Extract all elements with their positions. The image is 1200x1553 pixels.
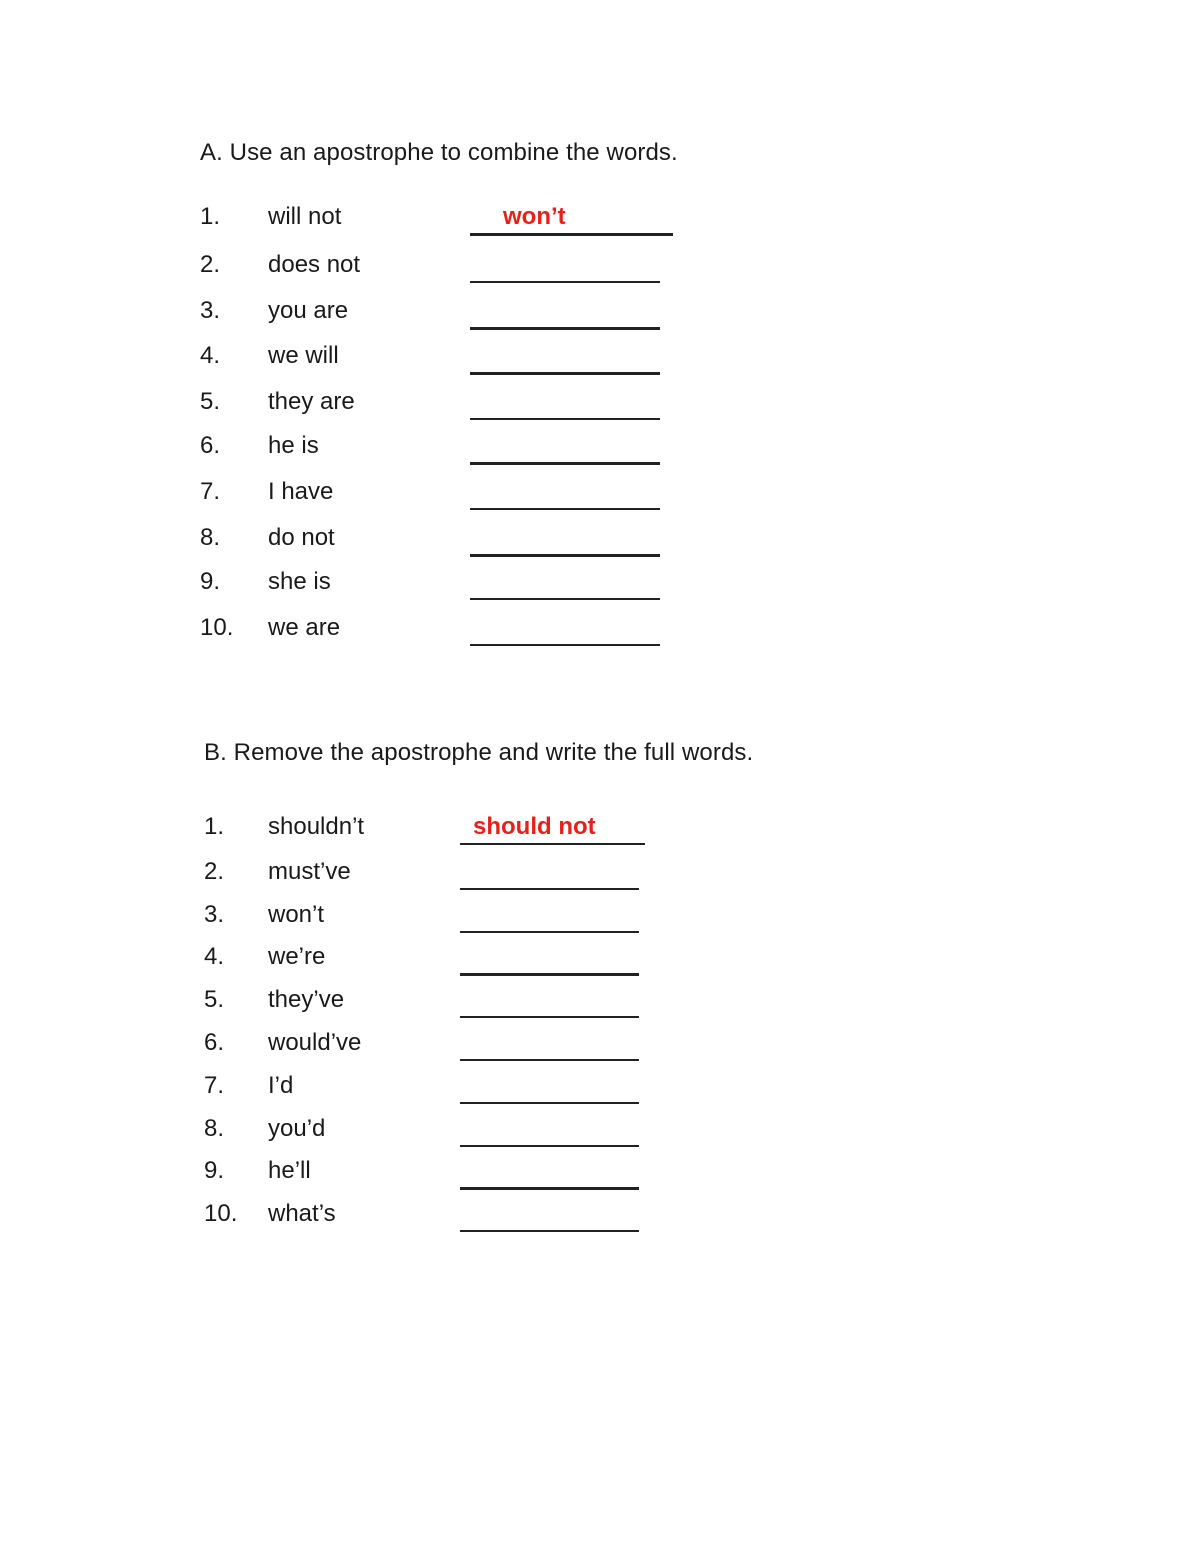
item-contraction: we’re [268,943,326,970]
item-number: 8. [200,524,221,551]
answer-blank[interactable] [460,988,639,1018]
item-number: 3. [204,901,225,928]
list-item [0,203,1200,243]
answer-blank[interactable] [460,1202,639,1232]
item-words: they are [268,388,355,415]
item-contraction: won’t [268,901,325,928]
list-item [0,342,1200,382]
item-contraction: you’d [268,1115,326,1142]
item-number: 7. [204,1072,225,1099]
item-number: 6. [204,1029,225,1056]
example-answer: won’t [503,203,566,230]
item-words: he is [268,432,319,459]
item-contraction: must’ve [268,858,351,885]
item-contraction: would’ve [268,1029,362,1056]
answer-blank[interactable] [470,570,660,600]
answer-blank[interactable] [470,526,660,557]
list-item [0,478,1200,518]
item-contraction: I’d [268,1072,294,1099]
answer-blank[interactable] [460,860,639,890]
item-contraction: he’ll [268,1157,311,1184]
answer-blank[interactable] [470,616,660,646]
answer-blank[interactable] [460,1117,639,1147]
section-a-heading: A. Use an apostrophe to combine the words. [200,139,678,166]
item-words: do not [268,524,335,551]
answer-blank[interactable] [470,390,660,420]
list-item [0,986,1200,1026]
item-words: will not [268,203,342,230]
item-contraction: what’s [268,1200,336,1227]
list-item [0,943,1200,983]
answer-blank[interactable] [460,903,639,933]
item-words: we will [268,342,339,369]
list-item [0,1072,1200,1112]
answer-blank[interactable] [470,344,660,375]
item-number: 9. [204,1157,225,1184]
item-number: 10. [200,614,234,641]
item-number: 5. [204,986,225,1013]
item-number: 1. [200,203,221,230]
example-answer: should not [473,813,596,840]
answer-blank[interactable] [470,480,660,510]
item-words: I have [268,478,334,505]
answer-blank[interactable] [460,945,639,976]
item-number: 5. [200,388,221,415]
item-number: 8. [204,1115,225,1142]
item-number: 10. [204,1200,238,1227]
list-item [0,1157,1200,1197]
answer-blank[interactable] [460,1159,639,1190]
item-number: 3. [200,297,221,324]
item-words: you are [268,297,349,324]
list-item [0,524,1200,564]
answer-blank[interactable] [470,299,660,330]
list-item [0,813,1200,853]
answer-blank[interactable] [470,205,673,236]
list-item [0,1200,1200,1240]
list-item [0,432,1200,472]
answer-blank[interactable] [460,1031,639,1061]
answer-blank[interactable] [460,1074,639,1104]
section-b-heading: B. Remove the apostrophe and write the full words. [204,739,754,766]
item-contraction: shouldn’t [268,813,365,840]
item-number: 9. [200,568,221,595]
item-number: 4. [200,342,221,369]
item-contraction: they’ve [268,986,345,1013]
list-item [0,901,1200,941]
list-item [0,568,1200,608]
list-item [0,1029,1200,1069]
answer-blank[interactable] [470,253,660,283]
list-item [0,297,1200,337]
item-number: 2. [204,858,225,885]
item-number: 2. [200,251,221,278]
item-number: 4. [204,943,225,970]
answer-blank[interactable] [470,434,660,465]
list-item [0,614,1200,654]
list-item [0,1115,1200,1155]
item-words: she is [268,568,331,595]
item-number: 7. [200,478,221,505]
list-item [0,251,1200,291]
item-number: 6. [200,432,221,459]
list-item [0,858,1200,898]
list-item [0,388,1200,428]
item-words: does not [268,251,361,278]
item-number: 1. [204,813,225,840]
item-words: we are [268,614,341,641]
